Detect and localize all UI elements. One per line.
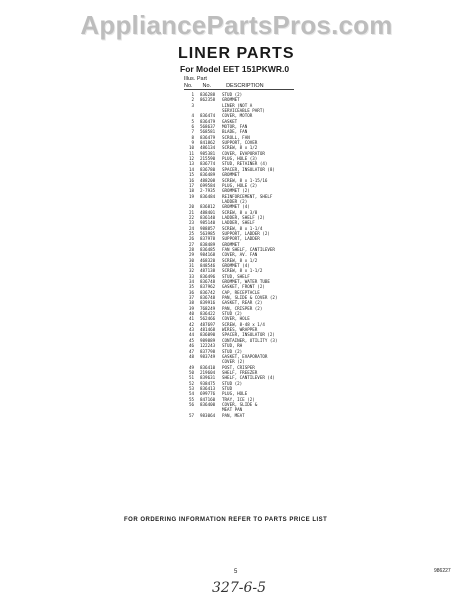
illus-number: 3 bbox=[191, 102, 194, 108]
illus-number: 42 bbox=[188, 321, 194, 327]
part-description: FAN SHELF, CANTILEVER bbox=[222, 246, 275, 252]
part-description: LADDER, SHELF bbox=[222, 220, 255, 226]
part-number: 837962 bbox=[200, 284, 216, 290]
part-description: SCREW, 8 x 1/2 bbox=[222, 145, 258, 151]
part-description: SCREW, 8 x 1/2 bbox=[222, 257, 258, 263]
part-description: STUD (2) bbox=[222, 92, 243, 97]
part-description: COVER, EVAPORATOR bbox=[222, 150, 265, 156]
part-description: STUD (2) bbox=[222, 380, 243, 386]
part-description: SHELF, CANTILEVER (4) bbox=[222, 375, 275, 381]
illus-number: 39 bbox=[188, 305, 194, 311]
illus-number: 6 bbox=[191, 124, 194, 130]
part-number: 837978 bbox=[200, 236, 216, 242]
illus-number: 44 bbox=[188, 332, 194, 338]
illus-number: 9 bbox=[191, 140, 194, 146]
part-number: 836496 bbox=[200, 273, 216, 279]
part-description: GROMMET bbox=[222, 172, 240, 178]
part-number: 836400 bbox=[200, 401, 216, 407]
part-number: 985140 bbox=[200, 220, 216, 226]
illus-number: 46 bbox=[188, 343, 194, 349]
part-number: 988857 bbox=[200, 225, 216, 231]
part-description: PLUG, HOLE (3) bbox=[222, 156, 258, 162]
illus-number: 51 bbox=[188, 375, 194, 381]
part-description: CAP, RECEPTACLE bbox=[222, 289, 260, 295]
illus-number: 16 bbox=[188, 177, 194, 183]
illus-number: 38 bbox=[188, 300, 194, 306]
part-number: 568581 bbox=[200, 129, 216, 135]
part-number: 215590 bbox=[200, 156, 216, 162]
part-description: GASKET, EVAPORATOR bbox=[222, 353, 268, 359]
part-number: 836774 bbox=[200, 161, 216, 167]
part-description: SCREW, 8 x 1-15/16 bbox=[222, 177, 268, 183]
illus-number: 41 bbox=[188, 316, 194, 322]
ordering-note: FOR ORDERING INFORMATION REFER TO PARTS PRICE LIST bbox=[124, 517, 328, 523]
part-number: 836479 bbox=[200, 134, 216, 140]
part-description: WIRES, WRAPPER bbox=[222, 327, 258, 333]
part-number: 836748 bbox=[200, 295, 216, 301]
part-description: SPACER, INSULATOR (2) bbox=[222, 332, 275, 338]
illus-number: 29 bbox=[188, 252, 194, 258]
part-description: STUD, SHELF bbox=[222, 273, 250, 279]
illus-number: 24 bbox=[188, 225, 194, 231]
part-number: 983064 bbox=[200, 412, 216, 418]
part-description: TRAY, ICE (2) bbox=[222, 396, 255, 402]
part-number: 568637 bbox=[200, 124, 216, 130]
illus-number: 30 bbox=[188, 257, 194, 263]
part-number: 486134 bbox=[200, 145, 216, 151]
part-number: 122243 bbox=[200, 343, 216, 349]
illus-number: 2 bbox=[191, 97, 194, 103]
part-number: 468320 bbox=[200, 257, 216, 263]
illus-number: 17 bbox=[188, 182, 194, 188]
part-description: STUD (2) bbox=[222, 348, 243, 354]
illus-number: 43 bbox=[188, 327, 194, 333]
part-number: 836812 bbox=[200, 204, 216, 210]
part-number: 983749 bbox=[200, 353, 216, 359]
part-number: 838489 bbox=[200, 241, 216, 247]
column-header-description: DESCRIPTION bbox=[226, 83, 264, 89]
part-description: POST, CRISPER bbox=[222, 364, 255, 370]
part-number: 481468 bbox=[200, 327, 216, 333]
illus-number: 14 bbox=[188, 166, 194, 172]
parts-list bbox=[183, 92, 333, 418]
part-description: REINFORCEMENT, SHELF bbox=[222, 193, 273, 199]
illus-number: 26 bbox=[188, 236, 194, 242]
parts-row bbox=[183, 413, 333, 418]
illus-number: 35 bbox=[188, 284, 194, 290]
illus-number: 53 bbox=[188, 385, 194, 391]
part-number: 488208 bbox=[200, 177, 216, 183]
part-number: 836090 bbox=[200, 332, 216, 338]
illus-number: 54 bbox=[188, 391, 194, 397]
illus-number: 5 bbox=[191, 118, 194, 124]
part-number: 938475 bbox=[200, 380, 216, 386]
part-number: 768249 bbox=[200, 305, 216, 311]
part-description: SERVICEABLE PART) bbox=[222, 108, 265, 114]
part-description: STUD (2) bbox=[222, 311, 243, 317]
part-number: 836780 bbox=[200, 166, 216, 172]
column-header-top: Illus. Part bbox=[184, 76, 207, 82]
illus-number: 22 bbox=[188, 214, 194, 220]
watermark: AppliancePartsPros.com bbox=[80, 10, 393, 40]
part-description: SCREW, 8 x 1-1/4 bbox=[222, 225, 263, 231]
illus-number: 56 bbox=[188, 401, 194, 407]
part-number: 488401 bbox=[200, 209, 216, 215]
illus-number: 13 bbox=[188, 161, 194, 167]
part-description: LINER (NOT A bbox=[222, 102, 253, 108]
document-code: 986227 bbox=[434, 568, 451, 574]
illus-number: 25 bbox=[188, 230, 194, 236]
illus-number: 11 bbox=[188, 150, 194, 156]
part-description: SUPPORT, LADDER bbox=[222, 236, 260, 242]
illus-number: 34 bbox=[188, 279, 194, 285]
illus-number: 7 bbox=[191, 129, 194, 135]
illus-number: 18 bbox=[188, 188, 194, 194]
part-description: SCROLL, FAN bbox=[222, 134, 250, 140]
part-number: 862358 bbox=[200, 97, 216, 103]
illus-number: 31 bbox=[188, 263, 194, 268]
illus-number: 36 bbox=[188, 289, 194, 295]
illus-number: 12 bbox=[188, 156, 194, 162]
part-number: 985381 bbox=[200, 150, 216, 156]
part-number: 848546 bbox=[200, 263, 216, 268]
part-number: 836413 bbox=[200, 385, 216, 391]
part-number: 836748 bbox=[200, 279, 216, 285]
illus-number: 28 bbox=[188, 246, 194, 252]
part-description: GASKET bbox=[222, 118, 238, 124]
part-number: 839916 bbox=[200, 300, 216, 306]
part-number: 836485 bbox=[200, 246, 216, 252]
part-description: CONTAINER, UTILITY (3) bbox=[222, 337, 278, 343]
part-number: 836474 bbox=[200, 113, 216, 119]
part-description: COVER, MOTOR bbox=[222, 113, 253, 119]
illus-number: 8 bbox=[191, 134, 194, 140]
illus-number: 52 bbox=[188, 380, 194, 386]
illus-number: 49 bbox=[188, 364, 194, 370]
part-number: 836489 bbox=[200, 172, 216, 178]
page-title: LINER PARTS bbox=[178, 45, 295, 62]
part-description: PAN, CRISPER (2) bbox=[222, 305, 263, 311]
part-number: 487697 bbox=[200, 321, 216, 327]
part-description: STUD bbox=[222, 385, 233, 391]
part-number: 836422 bbox=[200, 311, 216, 317]
part-description: SUPPORT, LADDER (2) bbox=[222, 230, 270, 236]
illus-number: 1 bbox=[191, 92, 194, 97]
illus-number: 48 bbox=[188, 353, 194, 359]
part-description: LADDER, SHELF (2) bbox=[222, 214, 265, 220]
part-number: 836742 bbox=[200, 289, 216, 295]
illus-number: 20 bbox=[188, 204, 194, 210]
part-number: 699584 bbox=[200, 182, 216, 188]
part-description: GASKET, FRONT (2) bbox=[222, 284, 265, 290]
part-description: LADDER (2) bbox=[222, 198, 248, 204]
illus-number: 37 bbox=[188, 295, 194, 301]
illus-number: 32 bbox=[188, 268, 194, 274]
part-number: 847160 bbox=[200, 396, 216, 402]
part-number: 836140 bbox=[200, 214, 216, 220]
part-description: COVER, HOLE bbox=[222, 316, 250, 322]
part-description: GROMMET bbox=[222, 97, 240, 103]
column-header-illus-no: No. bbox=[184, 83, 193, 89]
part-description: COVER, AV. FAN bbox=[222, 252, 258, 258]
illus-number: 45 bbox=[188, 337, 194, 343]
part-description: MEAT PAN bbox=[222, 407, 243, 413]
part-description: SCREW, 8-48 x 1/4 bbox=[222, 321, 265, 327]
part-number: 836484 bbox=[200, 193, 216, 199]
part-description: SPACER, INSULATOR (8) bbox=[222, 166, 275, 172]
part-description: SUPPORT, COVER bbox=[222, 140, 258, 146]
model-heading: For Model EET 151PKWR.0 bbox=[180, 64, 290, 74]
part-description: STUD, RH bbox=[222, 343, 243, 349]
column-header-part-no: No. bbox=[202, 83, 212, 89]
part-description: GROMMET bbox=[222, 241, 240, 247]
part-description: SCREW, 8 x 1-1/2 bbox=[222, 268, 263, 274]
part-number: 2-7935 bbox=[200, 188, 216, 194]
part-number: 562466 bbox=[200, 316, 216, 322]
illus-number: 10 bbox=[188, 145, 194, 151]
illus-number: 15 bbox=[188, 172, 194, 178]
part-number: 839631 bbox=[200, 375, 216, 381]
part-number: 836410 bbox=[200, 364, 216, 370]
illus-number: 19 bbox=[188, 193, 194, 199]
part-number: 219604 bbox=[200, 369, 216, 375]
illus-number: 21 bbox=[188, 209, 194, 215]
part-description: BLADE, FAN bbox=[222, 129, 248, 135]
part-description: PAN, SLIDE & COVER (2) bbox=[222, 295, 278, 301]
page-number: 5 bbox=[234, 569, 238, 575]
part-description: MOTOR, FAN bbox=[222, 124, 248, 130]
illus-number: 47 bbox=[188, 348, 194, 354]
part-number: 837798 bbox=[200, 348, 216, 354]
part-description: GROMMET, WATER TUBE bbox=[222, 279, 270, 285]
part-description: GASKET, REAR (2) bbox=[222, 300, 263, 306]
part-number: 699776 bbox=[200, 391, 216, 397]
part-number: 989889 bbox=[200, 337, 216, 343]
part-description: COVER (2) bbox=[222, 359, 245, 365]
illus-number: 40 bbox=[188, 311, 194, 317]
part-description: GROMMET (2) bbox=[222, 188, 250, 194]
part-description: GROMMET (4) bbox=[222, 204, 250, 210]
part-number: 984168 bbox=[200, 252, 216, 258]
illus-number: 23 bbox=[188, 220, 194, 226]
part-description: SCREW, 8 x 3/8 bbox=[222, 209, 258, 215]
column-header bbox=[184, 83, 294, 90]
part-description: COVER, SLIDE & bbox=[222, 401, 258, 407]
illus-number: 27 bbox=[188, 241, 194, 247]
handwritten-note: 327-6-5 bbox=[212, 580, 266, 596]
part-description: PLUG, HOLE (2) bbox=[222, 182, 258, 188]
illus-number: 50 bbox=[188, 369, 194, 375]
part-number: 836479 bbox=[200, 118, 216, 124]
part-description: STUD, RETAINER (4) bbox=[222, 161, 268, 167]
part-number: 563985 bbox=[200, 230, 216, 236]
part-number: 841862 bbox=[200, 140, 216, 146]
illus-number: 57 bbox=[188, 412, 194, 418]
part-description: GROMMET (4) bbox=[222, 263, 250, 268]
part-number: 836288 bbox=[200, 92, 216, 97]
illus-number: 33 bbox=[188, 273, 194, 279]
part-number: 487138 bbox=[200, 268, 216, 274]
part-description: SHELF, FREEZER bbox=[222, 369, 258, 375]
part-description: PLUG, HOLE bbox=[222, 391, 248, 397]
illus-number: 55 bbox=[188, 396, 194, 402]
illus-number: 4 bbox=[191, 113, 194, 119]
part-description: PAN, MEAT bbox=[222, 412, 245, 418]
